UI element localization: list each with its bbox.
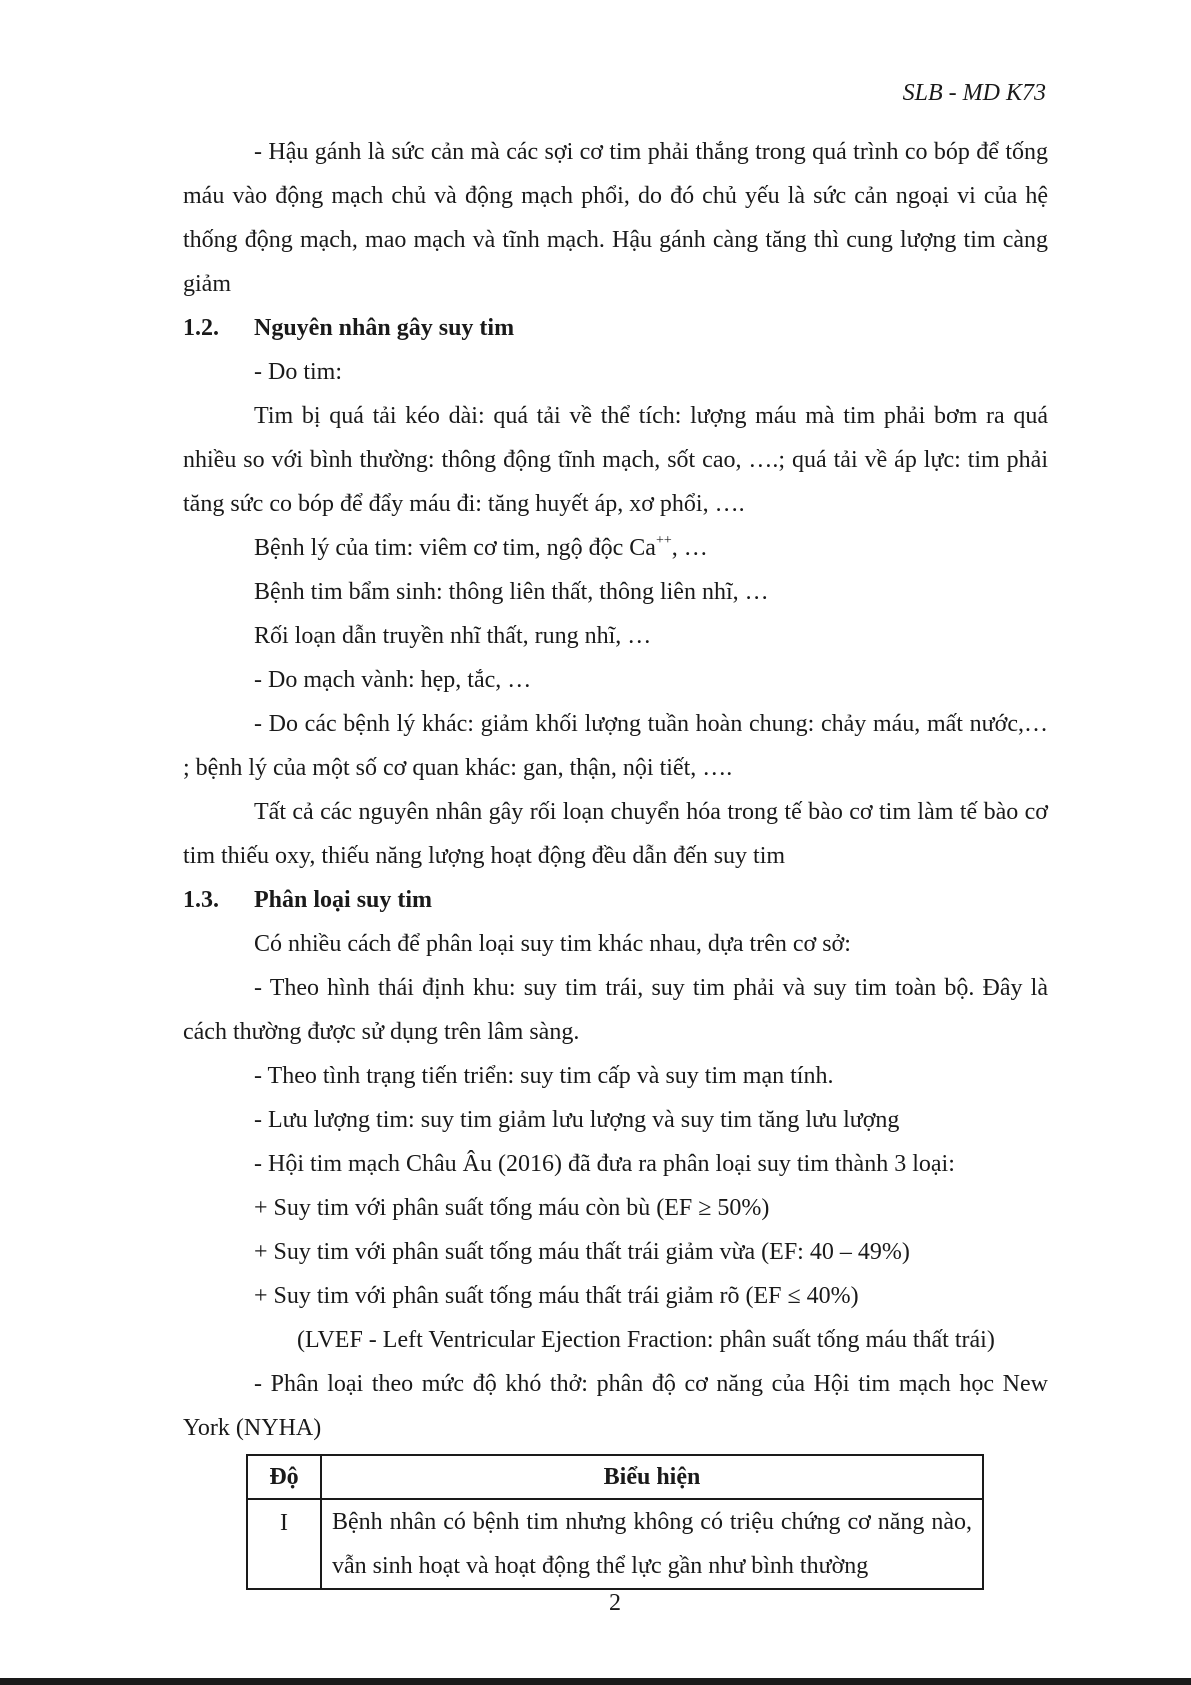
list-item-ef-preserved: + Suy tim với phân suất tống máu còn bù (EF ≥ 50%) xyxy=(254,1195,770,1221)
paragraph-progression: - Theo tình trạng tiến triển: suy tim cấp và suy tim mạn tính. xyxy=(254,1063,834,1089)
paragraph-morphology: - Theo hình thái định khu: suy tim trái, suy tim phải và suy tim toàn bộ. Đây là cách thường được sử dụng trên lâm sàng. xyxy=(183,975,1048,1045)
list-item-ef-reduced: + Suy tim với phân suất tống máu thất trái giảm rõ (EF ≤ 40%) xyxy=(254,1283,859,1309)
paragraph-nyha: - Phân loại theo mức độ khó thở: phân độ cơ năng của Hội tim mạch học New York (NYHA) xyxy=(183,1371,1048,1441)
running-header: SLB - MD K73 xyxy=(902,80,1046,106)
paragraph-heart-disease xyxy=(183,526,1048,570)
table-cell-description: Bệnh nhân có bệnh tim nhưng không có triệu chứng cơ năng nào, vẫn sinh hoạt và hoạt động thể lực gần như bình thường xyxy=(321,1499,983,1589)
paragraph-cardiac-cause: - Do tim: xyxy=(254,359,342,385)
paragraph-conduction: Rối loạn dẫn truyền nhĩ thất, rung nhĩ, … xyxy=(254,623,652,649)
table-header-cell: Độ xyxy=(247,1455,321,1499)
paragraph-esc: - Hội tim mạch Châu Âu (2016) đã đưa ra phân loại suy tim thành 3 loại: xyxy=(254,1151,955,1177)
table-header-row xyxy=(247,1455,983,1499)
section-heading-1-2 xyxy=(183,306,1048,350)
paragraph-cardiac-output: - Lưu lượng tim: suy tim giảm lưu lượng và suy tim tăng lưu lượng xyxy=(254,1107,900,1133)
bottom-border xyxy=(0,1678,1191,1685)
text-part: , … xyxy=(671,535,708,561)
section-number: 1.2. xyxy=(183,315,219,341)
paragraph-afterload: - Hậu gánh là sức cản mà các sợi cơ tim phải thắng trong quá trình co bóp để tống máu vào động mạch chủ và động mạch phổi, do đó chủ yếu là sức cản ngoại vi của hệ thống động mạch, mao mạch và tĩnh mạch. Hậu gánh càng tăng thì cung lượng tim càng giảm xyxy=(183,139,1048,297)
nyha-table xyxy=(246,1454,984,1590)
table-cell-grade: I xyxy=(247,1499,321,1589)
paragraph-all-causes: Tất cả các nguyên nhân gây rối loạn chuyển hóa trong tế bào cơ tim làm tế bào cơ tim thiếu oxy, thiếu năng lượng hoạt động đều dẫn đến suy tim xyxy=(183,799,1048,869)
section-heading-1-3 xyxy=(183,878,1048,922)
paragraph-other-causes: - Do các bệnh lý khác: giảm khối lượng tuần hoàn chung: chảy máu, mất nước,… ; bệnh lý của một số cơ quan khác: gan, thận, nội tiết, …. xyxy=(183,711,1048,781)
paragraph-overload: Tim bị quá tải kéo dài: quá tải về thể tích: lượng máu mà tim phải bơm ra quá nhiều so với bình thường: thông động tĩnh mạch, sốt cao, ….; quá tải về áp lực: tim phải tăng sức co bóp để đẩy máu đi: tăng huyết áp, xơ phổi, …. xyxy=(183,403,1048,517)
paragraph-lvef-note: (LVEF - Left Ventricular Ejection Fraction: phân suất tống máu thất trái) xyxy=(297,1327,995,1353)
list-item-ef-mid: + Suy tim với phân suất tống máu thất trái giảm vừa (EF: 40 – 49%) xyxy=(254,1239,910,1265)
page-number: 2 xyxy=(609,1590,621,1616)
section-title: Nguyên nhân gây suy tim xyxy=(254,315,515,341)
page-content xyxy=(183,130,1048,1590)
section-title: Phân loại suy tim xyxy=(254,887,433,913)
table-row xyxy=(247,1499,983,1589)
superscript: ++ xyxy=(655,533,672,548)
paragraph-coronary: - Do mạch vành: hẹp, tắc, … xyxy=(254,667,532,693)
paragraph-congenital: Bệnh tim bẩm sinh: thông liên thất, thông liên nhĩ, … xyxy=(254,579,769,605)
section-number: 1.3. xyxy=(183,887,219,913)
paragraph-classification-intro: Có nhiều cách để phân loại suy tim khác nhau, dựa trên cơ sở: xyxy=(254,931,851,957)
table-header-cell: Biểu hiện xyxy=(321,1455,983,1499)
text-part: Bệnh lý của tim: viêm cơ tim, ngộ độc Ca xyxy=(254,535,656,561)
